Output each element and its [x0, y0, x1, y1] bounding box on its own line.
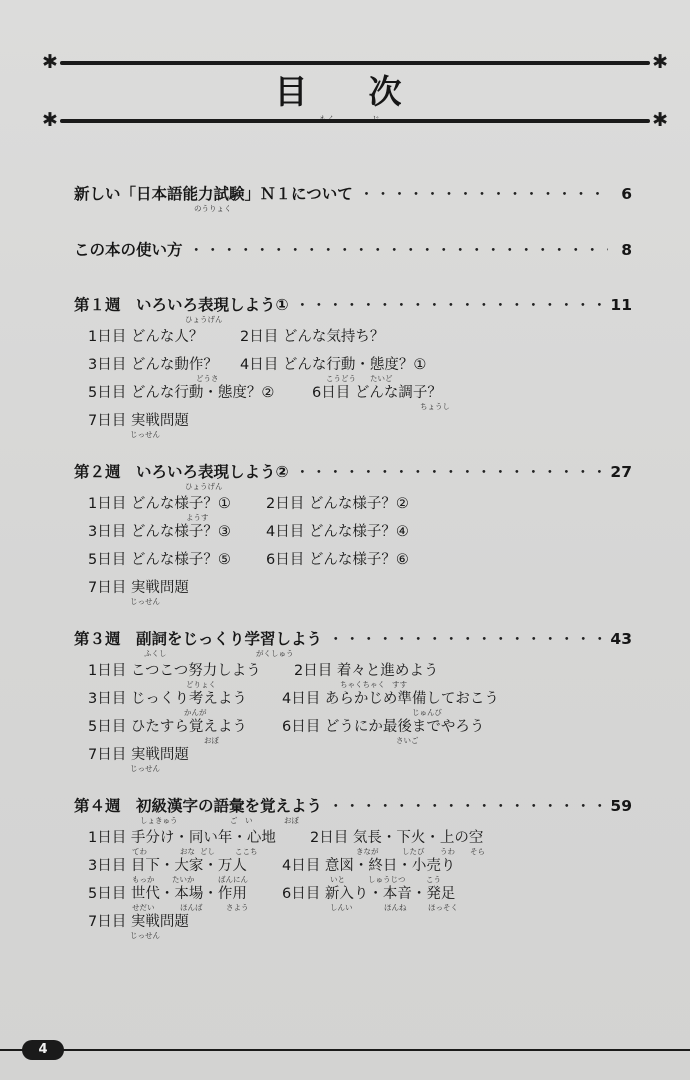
entry-label: 第１週 いろいろ表現しよう① [74, 296, 289, 314]
entry-label: 第２週 いろいろ表現しよう② [74, 463, 289, 481]
asterisk-icon: ✱ [652, 109, 668, 131]
ruby: どし [200, 847, 215, 856]
toc-entry-week4[interactable] [74, 796, 632, 816]
ruby: しんい [330, 903, 353, 912]
ruby: さよう [226, 903, 249, 912]
day-item[interactable]: 3日目 どんな動作？ [88, 357, 218, 373]
day-item[interactable]: 7日目 実戦問題 [88, 413, 189, 429]
day-item[interactable]: 5日目 どんな行動・態度？② [88, 385, 275, 401]
day-item[interactable]: 2日目 着々と進めよう [294, 663, 439, 679]
ruby: ひょうげん [185, 315, 223, 324]
day-item[interactable]: 3日目 じっくり考えよう [88, 691, 247, 707]
leader-dots [295, 462, 605, 482]
entry-label: 新しい「日本語能力試験」Ｎ１について [74, 185, 353, 203]
day-item[interactable]: 3日目 どんな様子？③ [88, 524, 231, 540]
leader-dots [328, 796, 604, 816]
ruby: おぼ [284, 816, 299, 825]
day-item[interactable]: 6日目 どんな調子？ [312, 385, 442, 401]
asterisk-icon: ✱ [42, 51, 58, 73]
ruby: じっせん [130, 931, 160, 940]
ruby: いと [330, 875, 345, 884]
toc-entry-week2[interactable] [74, 462, 632, 482]
ruby: しょきゅう [140, 816, 178, 825]
ruby: ちょうし [420, 402, 450, 411]
ruby: さいご [396, 736, 419, 745]
asterisk-icon: ✱ [42, 109, 58, 131]
ruby: うわ [440, 847, 455, 856]
ruby: せだい [132, 903, 155, 912]
ruby: おな [180, 847, 195, 856]
leader-dots [328, 629, 604, 649]
page-title: 目 次 [274, 72, 416, 111]
day-item[interactable]: 7日目 実戦問題 [88, 914, 189, 930]
day-item[interactable]: 6日目 新入り・本音・発足 [282, 886, 456, 902]
day-item[interactable]: 7日目 実戦問題 [88, 580, 189, 596]
toc-entry-intro[interactable] [74, 184, 632, 204]
day-item[interactable]: 4日目 どんな様子？④ [266, 524, 409, 540]
day-item[interactable]: 5日目 世代・本場・作用 [88, 886, 247, 902]
day-item[interactable]: 1日目 どんな様子？① [88, 496, 231, 512]
ruby: もっか [132, 875, 155, 884]
ruby: そら [470, 847, 485, 856]
day-item[interactable]: 2日目 どんな様子？② [266, 496, 409, 512]
title-rule-top [42, 51, 668, 73]
entry-label: 第４週 初級漢字の語彙を覚えよう [74, 797, 323, 815]
ruby: じっせん [130, 764, 160, 773]
entry-page: 11 [610, 296, 632, 314]
entry-page: 6 [621, 185, 632, 203]
ruby: たいど [370, 374, 393, 383]
ruby: たいか [172, 875, 195, 884]
day-item[interactable]: 3日目 目下・大家・万人 [88, 858, 247, 874]
ruby: ようす [186, 513, 209, 522]
ruby: すす [392, 680, 408, 689]
ruby: ここち [235, 847, 258, 856]
ruby: ばんにん [218, 875, 248, 884]
footer-rule [0, 1049, 690, 1051]
ruby: じっせん [130, 430, 160, 439]
ruby: きなが [356, 847, 379, 856]
entry-page: 59 [610, 797, 632, 815]
day-item[interactable]: 7日目 実戦問題 [88, 747, 189, 763]
ruby: ほっそく [428, 903, 458, 912]
day-item[interactable]: 6日目 どんな様子？⑥ [266, 552, 409, 568]
ruby: ふくし [144, 649, 167, 658]
day-item[interactable]: 1日目 こつこつ努力しよう [88, 663, 261, 679]
ruby: ほんば [180, 903, 203, 912]
ruby: どうさ [196, 374, 219, 383]
day-item[interactable]: 1日目 手分け・同い年・心地 [88, 830, 276, 846]
day-item[interactable]: 2日目 どんな気持ち？ [240, 329, 385, 345]
leader-dots [295, 295, 605, 315]
ruby: ちゃくちゃく [340, 680, 385, 689]
day-item[interactable]: 4日目 意図・終日・小売り [282, 858, 456, 874]
ruby: どりょく [186, 680, 216, 689]
ruby: がくしゅう [256, 649, 294, 658]
ruby: かんが [184, 708, 207, 717]
ruby: ご い [230, 816, 253, 825]
day-item[interactable]: 5日目 どんな様子？⑤ [88, 552, 231, 568]
day-item[interactable]: 1日目 どんな人？ [88, 329, 204, 345]
entry-page: 43 [610, 630, 632, 648]
entry-label: 第３週 副詞をじっくり学習しよう [74, 630, 323, 648]
rule-line [60, 61, 650, 65]
day-item[interactable]: 4日目 どんな行動・態度？① [240, 357, 427, 373]
entry-page: 8 [621, 241, 632, 259]
ruby: ひょうげん [185, 482, 223, 491]
day-item[interactable]: 4日目 あらかじめ準備しておこう [282, 691, 499, 707]
ruby: のうりょく [194, 204, 232, 213]
ruby: てわ [132, 847, 147, 856]
ruby: こうどう [326, 374, 356, 383]
title-rule-bottom [42, 109, 668, 131]
entry-page: 27 [610, 463, 632, 481]
day-item[interactable]: 6日目 どうにか最後までやろう [282, 719, 485, 735]
entry-label: この本の使い方 [74, 241, 183, 259]
ruby: ほんね [384, 903, 407, 912]
page-number-badge: 4 [22, 1040, 64, 1060]
ruby: しゅうじつ [368, 875, 406, 884]
leader-dots [359, 184, 608, 204]
ruby: じっせん [130, 597, 160, 606]
toc-entry-week3[interactable] [74, 629, 632, 649]
toc-entry-week1[interactable] [74, 295, 632, 315]
rule-line [60, 119, 650, 123]
asterisk-icon: ✱ [652, 51, 668, 73]
toc-entry-howto[interactable] [74, 240, 632, 260]
leader-dots [189, 240, 608, 260]
day-item[interactable]: 5日目 ひたすら覚えよう [88, 719, 247, 735]
day-item[interactable]: 2日目 気長・下火・上の空 [310, 830, 484, 846]
ruby: おぼ [204, 736, 219, 745]
ruby: こう [426, 875, 441, 884]
ruby: じゅんび [412, 708, 442, 717]
ruby: したび [402, 847, 425, 856]
